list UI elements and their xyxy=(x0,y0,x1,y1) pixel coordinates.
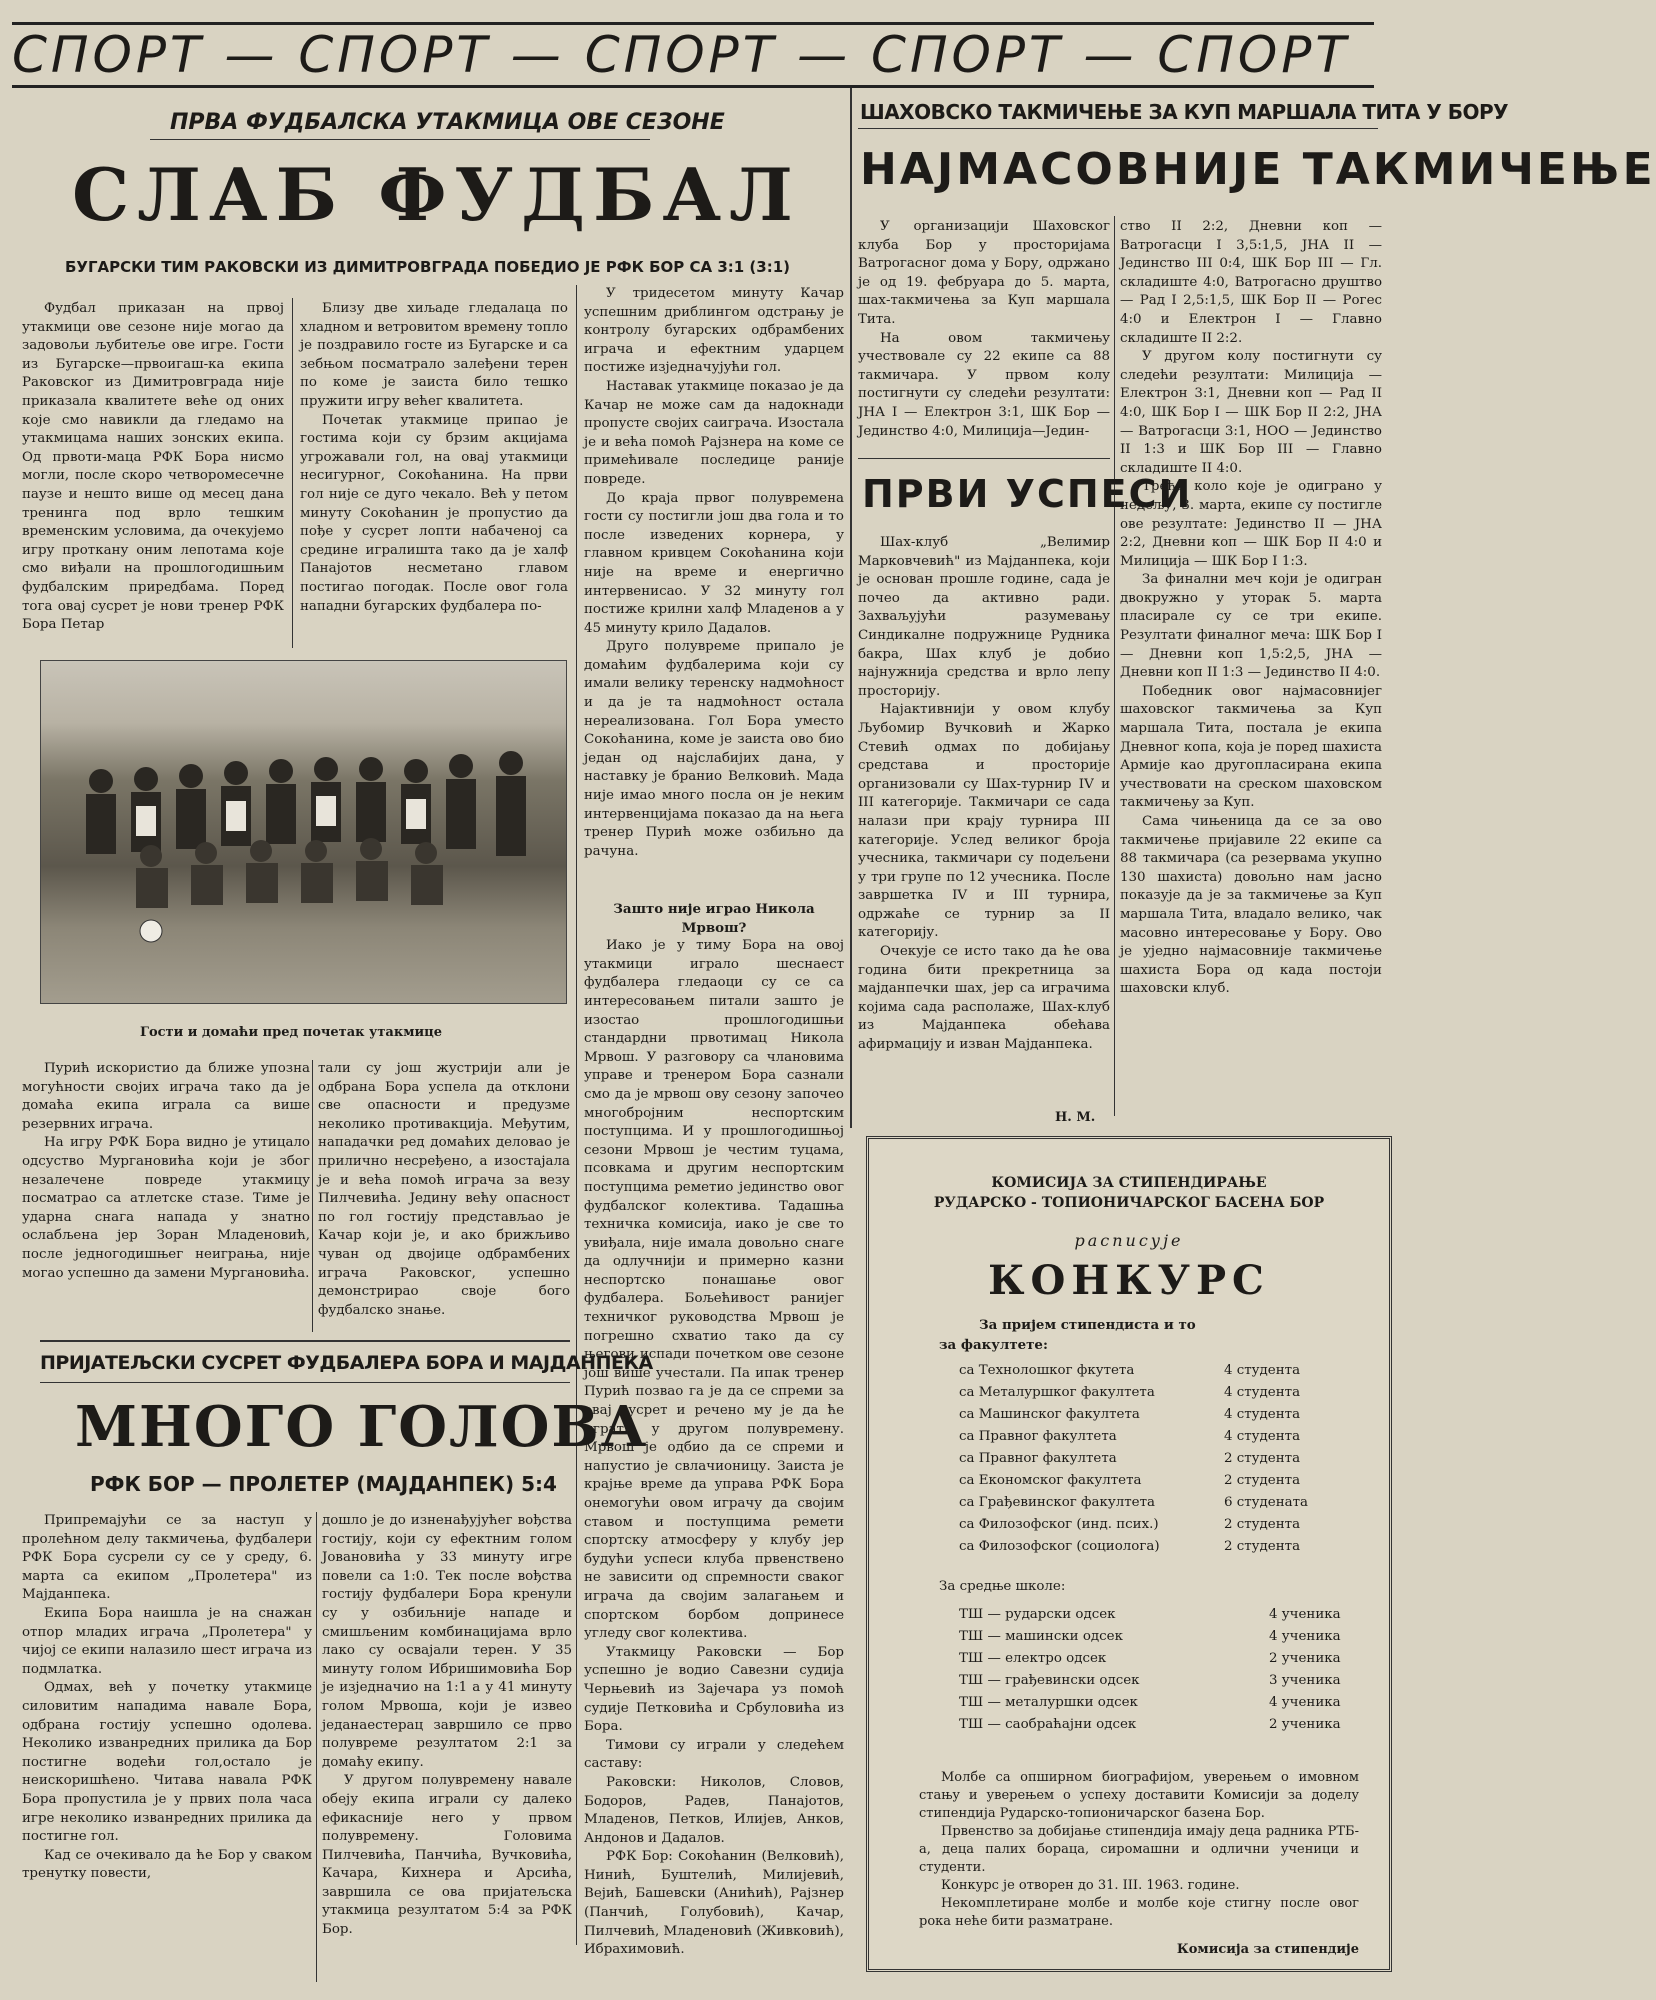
paragraph: Шах-клуб „Велимир Марковчевић" из Мајданпека, који је основан прошле године, сада је почео да активно ради. Захваљујући разумевању Синдикалне подружнице Рудника бакра, Шах клуб је добио најнужнија средства и врло лепу просторију. xyxy=(858,535,1110,699)
list-item-count: 2 студента xyxy=(1224,1451,1301,1466)
paragraph: Припремајући се за наступ у пролећном делу такмичења, фудбалери РФК Бора сусрели су се у среду, 6. марта са екипом „Пролетера" из Мајданпека. xyxy=(22,1513,312,1603)
paragraph: Фудбал приказан на првој утакмици ове сезоне није могао да задовољи љубитеље ове игре. Гости из Бугарске—првоигаш-ка екипа Раковског из Димитровграда није приказала квалитете веће од оних које смо навикли да гледамо на утакмицама наших зонских екипа. Од првоти-маца РФК Бора нисмо могли, после скоро четворомесечне паузе и нешто више од месец дана тренинга под врло тешким временским условима, да очекујемо игру проткану оним лепотама које смо виђали на прошлогодишњим фудбалским приредбама. Поред тога овај сусрет је нови тренер РФК Бора Петар xyxy=(22,301,284,633)
article2-col2 xyxy=(322,1512,572,1982)
article2-headline: МНОГО ГОЛОВА xyxy=(75,1394,649,1460)
list-item-count: 4 ученика xyxy=(1269,1629,1341,1644)
ad-org-line2: РУДАРСКО - ТОПИОНИЧАРСКОГ БАСЕНА БОР xyxy=(933,1195,1325,1211)
section-masthead xyxy=(12,22,1374,88)
ad-intro1: За пријем стипендиста и то xyxy=(979,1317,1196,1333)
paragraph: Наставак утакмице показао је да Качар не може сам да надокнади пропусте својих саиграча. Изостала је и већа помоћ Рајзнера на коме се примећивале последице раније повреде. xyxy=(584,378,844,487)
divider xyxy=(858,128,1378,129)
list-item-name: са Технолошког фкутета xyxy=(959,1363,1135,1378)
list-item-count: 3 ученика xyxy=(1269,1673,1341,1688)
article4-signature: Н. М. xyxy=(1055,1110,1096,1125)
article1-col3 xyxy=(584,285,844,900)
article3-headline: НАЈМАСОВНИЈЕ ТАКМИЧЕЊЕ xyxy=(860,144,1656,195)
list-item-name: ТШ — металуршки одсек xyxy=(959,1695,1138,1710)
paragraph: У тридесетом минуту Качар успешним дриблингом одстрању је контролу бугарских одбрамбених играча и ефектним ударцем постиже изједначујући гол. xyxy=(584,286,844,376)
list-item-count: 2 студента xyxy=(1224,1517,1301,1532)
paragraph: Почетак утакмице припао је гостима који су брзим акцијама угрожавали гол, на овај утакмици несигурног, Сокоћанина. На први гол није се дуго чекало. Већ у петом минуту Сокоћанин је пропустио да пође у сусрет лопти набаченој са средине игралишта тако да је халф Панајотов несметано главом постигао погодак. После овог гола нападни бугарских фудбалера по- xyxy=(300,412,568,614)
paragraph: Кад се очекивало да ће Бор у сваком тренутку повести, xyxy=(22,1847,312,1882)
paragraph: Иако је у тиму Бора на овој утакмици играло шеснаест фудбалера гледаоци су се са интересовањем питали зашто је изостао прошлогодишњи стандардни првотимац Никола Мрвош. У разговору са члановима управе и тренером Бора сазнали смо да је мрвош ову сезону започео многобројним неспортским поступцима. И у прошлогодишњој сезони Мрвош је честим туцама, псовкама и другим неспортским поступцима реметио јединство овог фудбалског колектива. Тадашња техничка комисија, иако је све то увиђала, није имала довољно снаге да одлучнији и примерно казни неспортско понашање овог фудбалера. Бољећивост ранијег техничког руководства Мрвош је погрешно схватио тако да су његови испади почетком ове сезоне још више учестали. Па ипак тренер Пурић позвао га је да се спреми за овај сусрет и речено му је да ће играти у другом полувремену. Мрвош је одбио да се спреми и напустио је свлачионицу. Заиста је крајње време да управа РФК Бора онемогући овом играчу да својим ставом и поступцима ремети спортску атмосферу у клубу јер будући успеси клуба првенствено не зависити од спремности сваког играча да својим залагањем и спортском борбом допринесе угледу свог колектива. xyxy=(584,938,844,1642)
photo-caption: Гости и домаћи пред почетак утакмице xyxy=(140,1025,443,1040)
paragraph: До краја првог полувремена гости су постигли још два гола и то после изведених корнера, у главном кривцем Сокоћанина који није на време и енергично интервенисао. У 32 минуту гол постиже крилни халф Младенов а у 45 минуту крило Дадалов. xyxy=(584,490,844,636)
list-item-name: ТШ — саобраћајни одсек xyxy=(959,1717,1137,1732)
paragraph: Утакмицу Раковски — Бор успешно је водио Савезни судија Черњевић из Зајечара уз помоћ судије Петковића и Србуловића из Бора. xyxy=(584,1644,844,1735)
ad-org-line1: КОМИСИЈА ЗА СТИПЕНДИРАЊЕ xyxy=(991,1175,1267,1191)
paragraph: Тимови су играли у следећем саставу: xyxy=(584,1737,844,1772)
article1-col2 xyxy=(300,300,568,650)
article4-headline: ПРВИ УСПЕСИ xyxy=(862,472,1193,516)
list-item-name: ТШ — рударски одсек xyxy=(959,1607,1116,1622)
divider xyxy=(40,1340,570,1342)
paragraph: За финални меч који је одигран двокружно у уторак 5. марта пласирале су се три екипе. Резултати финалног меча: ШК Бор I — Дневни коп 1,5:2,5, ЈНА — Дневни коп II 1:3 — Јединство II 4:0. xyxy=(1120,572,1382,681)
list-item-name: са Филозофског (социолога) xyxy=(959,1539,1160,1554)
article2-col1 xyxy=(22,1512,312,1982)
divider xyxy=(850,88,852,1128)
list-item-count: 2 студента xyxy=(1224,1539,1301,1554)
paragraph: Најактивнији у овом клубу Љубомир Вучковић и Жарко Стевић одмах по добијању средстава и просторије организовали су Шах-турнир IV и III категорије. Такмичари се сада налази при крају турнира III категорије. Услед великог броја учесника, такмичари су подељени у три групе по 12 учесника. После завршетка IV и III турнира, одржаће се турнир за II категорију. xyxy=(858,702,1110,941)
list-item-count: 6 студената xyxy=(1224,1495,1309,1510)
list-item-count: 2 ученика xyxy=(1269,1717,1341,1732)
scholarship-ad xyxy=(866,1136,1392,1972)
list-item-name: са Економског факултета xyxy=(959,1473,1142,1488)
paragraph: На игру РФК Бора видно је утицало одсуство Мургановића који је због незалечене повреде утакмицу посматрао са атлетске стазе. Тиме је ударна снага напада у знатно ослабљена јер Зоран Младеновић, после једногодишњег неиграња, није могао успешно да замени Мургановића. xyxy=(22,1135,310,1281)
list-item-name: са Машинског факултета xyxy=(959,1407,1140,1422)
paragraph: Одмах, већ у почетку утакмице силовитим нападима навале Бора, одбрана гостију успешно одолева. Неколико изванредних прилика да Бор постигне водећи гол,остало је неискоришћено. Читава навала РФК Бора пропустила је у првих пола часа игре неколико изванредних прилика да постигне гол. xyxy=(22,1680,312,1845)
paragraph: Екипа Бора наишла је на снажан отпор младих играча „Пролетера" у чијој се екипи налазило шест играча из подмлатка. xyxy=(22,1605,312,1677)
divider xyxy=(1114,216,1115,1116)
list-item-name: са Правног факултета xyxy=(959,1451,1117,1466)
article3-kicker: ШАХОВСКО ТАКМИЧЕЊЕ ЗА КУП МАРШАЛА ТИТА У БОРУ xyxy=(860,100,1509,124)
article1-headline: СЛАБ ФУДБАЛ xyxy=(72,152,801,237)
paragraph: На овом такмичењу учествовале су 22 екипе са 88 такмичара. У првом колу постигнути су следећи резултати: ЈНА I — Електрон 3:1, ШК Бор — Јединство 4:0, Милиција—Једин- xyxy=(858,330,1110,439)
article1-kicker: ПРВА ФУДБАЛСКА УТАКМИЦА ОВЕ СЕЗОНЕ xyxy=(170,110,725,135)
paragraph: Сама чињеница да се за ово такмичење пријавиле 22 екипе са 88 такмичара (са резервама укупно 130 шахиста) довољно нам јасно показује да је за такмичење за Куп маршала Тита, владало велико, чак масовно интересовање у Бору. Ово је уједно најмасовније такмичење шахиста Бора од када постоји шаховски клуб. xyxy=(1120,814,1382,997)
list-item-count: 2 студента xyxy=(1224,1473,1301,1488)
ad-intro2: за факултете: xyxy=(939,1337,1048,1353)
paragraph: Некомплетиране молбе и молбе које стигну после овог рока неће бити разматране. xyxy=(919,1896,1359,1929)
paragraph: Друго полувреме припало је домаћим фудбалерима који су имали велику теренску надмоћност и да је та надмоћност остала нереализована. Гол Бора уместо Сокоћанина, коме је заиста ово био један од најслабијих дана, у наставку је бранио Велковић. Мада није имао много посла он је неким интервенцијама показао да на њега тренер Пурић може озбиљно да рачуна. xyxy=(584,639,844,859)
list-item-name: са Металуршког факултета xyxy=(959,1385,1155,1400)
paragraph: Победник овог најмасовнијег шаховског такмичења за Куп маршала Тита, постала је екипа Дневног копа, која је поред шахиста Армије као другопласирана екипа учествовати на среском шаховском такмичењу за Куп. xyxy=(1120,683,1382,811)
article2-kicker: ПРИЈАТЕЉСКИ СУСРЕТ ФУДБАЛЕРА БОРА И МАЈДАНПЕКА xyxy=(40,1352,653,1374)
article1-subhead: БУГАРСКИ ТИМ РАКОВСКИ ИЗ ДИМИТРОВГРАДА ПОБЕДИО ЈЕ РФК БОР СА 3:1 (3:1) xyxy=(65,258,791,276)
paragraph: Раковски: Николов, Словов, Бодоров, Радев, Панајотов, Младенов, Петков, Илијев, Анков, Андонов и Дадалов. xyxy=(584,1774,844,1846)
paragraph: ство II 2:2, Дневни коп — Ватрогасци I 3,5:1,5, ЈНА II — Јединство III 0:4, ШК Бор III — Гл. складиште 4:0, Ватрогасно друштво — Рад I 2,5:1,5, ШК Бор II — Рогес 4:0 и Електрон I — Главно складиште II 2:2. xyxy=(1120,219,1382,346)
paragraph: У другом полувремену навале обеју екипа играли су далеко ефикасније него у првом полувремену. Головима Пилчевића, Панчића, Вучковића, Качара, Кихнера и Арсића, завршила се ова пријатељска утакмица резултатом 5:4 за РФК Бор. xyxy=(322,1773,572,1938)
paragraph: дошло је до изненађујућег вођства гостију, који су ефектним голом Јовановића у 33 минуту игре повели са 1:0. Тек после вођства гостију фудбалери Бора кренули су у озбиљније нападе и смишљеним комбинацијама врло лако су освајали терен. У 35 минуту голом Ибришимовића Бор је изједначио на 1:1 а у 41 минуту голом Мрвоша, који је извео једанаестерац завршило се прво полувреме резултатом 2:1 за домаћу екипу. xyxy=(322,1513,572,1770)
ad-schools-heading: За средње школе: xyxy=(939,1579,1066,1594)
list-item-count: 4 студента xyxy=(1224,1363,1301,1378)
list-item-name: са Филозофског (инд. псих.) xyxy=(959,1517,1159,1532)
ad-body xyxy=(919,1769,1359,1959)
article3-col1 xyxy=(858,218,1110,458)
divider xyxy=(316,1512,317,1982)
list-item-name: ТШ — машински одсек xyxy=(959,1629,1123,1644)
article1-col2b xyxy=(318,1060,570,1330)
paragraph: тали су још жустрији али је одбрана Бора успела да отклони све опасности и предузме неколико противакција. Међутим, нападачки ред домаћих деловао је прилично несређено, а изостајала је и већа помоћ играча за везу Пилчевића. Једину већу опасност по гол гостију представљао је Качар који је, и ако брижљиво чуван од двојице одбрамбених играча Раковског, успешно демонстрирао своје бого фудбалско знање. xyxy=(318,1061,570,1318)
divider xyxy=(312,1060,313,1332)
divider xyxy=(858,458,1110,459)
list-item-name: ТШ — електро одсек xyxy=(959,1651,1107,1666)
list-item-name: са Грађевинског факултета xyxy=(959,1495,1155,1510)
list-item-name: ТШ — грађевински одсек xyxy=(959,1673,1140,1688)
article1-col1b xyxy=(22,1060,310,1330)
article3-col2 xyxy=(1120,218,1382,1120)
paragraph: Очекује се исто тако да ће ова година бити прекретница за мајданпечки шах, јер са играчима којима сада располаже, Шах-клуб из Мајданпека обећава афирмацију и изван Мајданпека. xyxy=(858,944,1110,1053)
list-item-count: 2 ученика xyxy=(1269,1651,1341,1666)
paragraph: Првенство за добијање стипендија имају деца радника РТБ-а, деца палих бораца, сиромашни и одлични ученици и студенти. xyxy=(919,1824,1359,1875)
list-item-count: 4 ученика xyxy=(1269,1695,1341,1710)
paragraph: Конкурс је отворен до 31. III. 1963. године. xyxy=(941,1878,1240,1893)
article1-col1 xyxy=(22,300,284,650)
divider xyxy=(150,139,650,140)
list-item-count: 4 студента xyxy=(1224,1429,1301,1444)
list-item-count: 4 ученика xyxy=(1269,1607,1341,1622)
masthead-title: СПОРТ — СПОРТ — СПОРТ — СПОРТ — СПОРТ xyxy=(12,26,1350,84)
team-photo xyxy=(40,660,567,1004)
article2-subhead: РФК БОР — ПРОЛЕТЕР (МАЈДАНПЕК) 5:4 xyxy=(90,1472,557,1496)
paragraph: У организацији Шаховског клуба Бор у просторијама Ватрогасног дома у Бору, одржано је од 19. фебруара до 5. марта, шах-такмичења за Куп маршала Тита. xyxy=(858,219,1110,327)
list-item-name: са Правног факултета xyxy=(959,1429,1117,1444)
list-item-count: 4 студента xyxy=(1224,1407,1301,1422)
article4-col xyxy=(858,534,1110,1074)
paragraph: Пурић искористио да ближе упозна могућности својих играча тако да је домаћа екипа играла са више резервних играча. xyxy=(22,1061,310,1132)
divider xyxy=(292,298,293,648)
paragraph: РФК Бор: Сокоћанин (Велковић), Нинић, Буштелић, Милијевић, Вејић, Башевски (Анићић), Рајзнер (Панчић, Голубовић), Качар, Пилчевић, Младеновић (Живковић), Ибрахимовић. xyxy=(584,1849,844,1958)
paragraph: Близу две хиљаде гледалаца по хладном и ветровитом времену топло је поздравило госте из Бугарске и са зебњом посматрало залеђени терен по коме је заиста било тешко пружити игру већег квалитета. xyxy=(300,301,568,409)
team-photo-illustration xyxy=(41,661,566,1003)
ad-title: КОНКУРС xyxy=(988,1257,1270,1304)
paragraph: У другом колу постигнути су следећи резултати: Милиција — Електрон 3:1, Дневни коп — Рад II 4:0, ШК Бор I — ШК Бор II 2:2, ЈНА — Ватрогасци 3:1, НОО — Јединство II 1:3 и ШК Бор III — Главно складиште II 4:0. xyxy=(1120,349,1382,476)
divider xyxy=(40,1382,570,1383)
subsection-title: Зашто није играо Никола Мрвош? xyxy=(613,901,815,936)
list-item-count: 4 студента xyxy=(1224,1385,1301,1400)
divider xyxy=(576,285,577,1945)
paragraph: Треће коло које је одиграно у недељу, 3. марта, екипе су постигле ове резултате: Јединство II — ЈНА 2:2, Дневни коп — ШК Бор II 4:0 и Милиција — ШК Бор I 1:3. xyxy=(1120,479,1382,569)
ad-announces: расписује xyxy=(1074,1231,1184,1250)
ad-signature: Комисија за стипендије xyxy=(1176,1942,1359,1957)
paragraph: Молбе са опширном биографијом, уверењем о имовном стању и уверењем о успеху доставити Комисији за доделу стипендија Рударско-топионичарског базена Бор. xyxy=(919,1770,1359,1821)
